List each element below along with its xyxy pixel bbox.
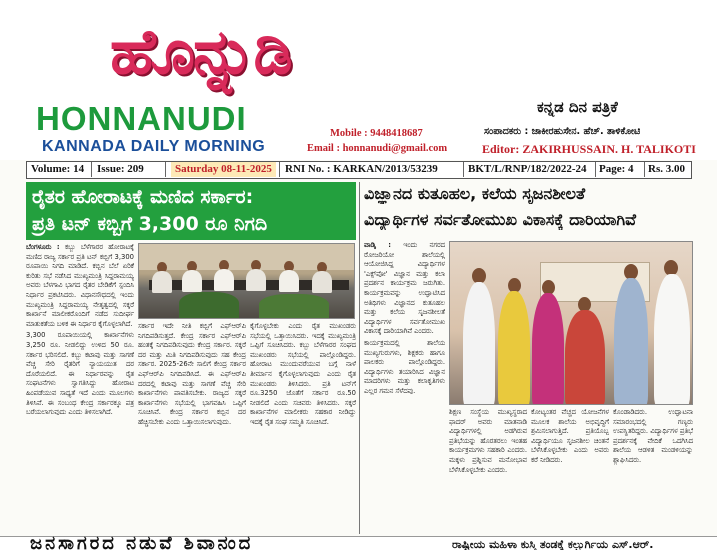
lead-col3-text: ಕೈಗೊಳ್ಳಬೇಕು ಎಂದು ರೈತ ಮುಖಂಡರು ಸಭೆಯಲ್ಲಿ ಒತ್ತಾಯಿಸಿದರು. ಇದಕ್ಕೆ ಮುಖ್ಯಮಂತ್ರಿ ಒಪ್ಪಿಗೆ ಸೂಚಿಸಿದರು. ಕಬ್ಬು ಬೆಳೆಗಾರರ ಸಂಘದ ಮುಖಂಡರು ಸಭೆಯಲ್ಲಿ ಪಾಲ್ಗೊಂಡಿದ್ದರು. ಹೋರಾಟ ಮುಂದುವರೆಯುವ ಬಗ್ಗೆ ನಾಳೆ ತೀರ್ಮಾನ ಕೈಗೊಳ್ಳಲಾಗುವುದು ಎಂದು ರೈತ ಮುಖಂಡರು ತಿಳಿಸಿದರು. ಪ್ರತಿ ಟನ್‌ಗೆ ರೂ.3250 ಜೊತೆಗೆ ಸರ್ಕಾರ ರೂ.50 ನೀಡಲಿದೆ ಎಂದು ಸಚಿವರು ತಿಳಿಸಿದರು. ಸಕ್ಕರೆ ಕಾರ್ಖಾನೆಗಳ ಮಾಲೀಕರು ಸಹಕಾರ ನೀಡಿದ್ದು ಇದಕ್ಕೆ ರೈತ ಸಂಘ ಸಮ್ಮತಿ ಸೂಚಿಸಿದೆ. xyxy=(250,322,356,426)
lead-col1b-text: 3,300 ರೂಪಾಯಿಯಲ್ಲಿ ಕಾರ್ಖಾನೆಗಳು 3,250 ರೂ. ನೀಡಲಿದ್ದು ಉಳಿದ 50 ರೂ. ಸರ್ಕಾರ ಭರಿಸಲಿದೆ. ಕಬ್ಬು ಕಟಾವು ಮತ್ತು ಸಾಗಣೆ ವೆಚ್ಚ ಸೇರಿ ರೈತರಿಗೆ ನ್ಯಾಯಯುತ ದರ ದೊರೆಯಲಿದೆ. ಈ ನಿರ್ಧಾರವನ್ನು ರೈತ ಸಂಘಟನೆಗಳು ಸ್ವಾಗತಿಸಿದ್ದು ಹೋರಾಟ ಹಿಂಪಡೆಯುವ ಸಾಧ್ಯತೆ ಇದೆ ಎಂದು ಮೂಲಗಳು ತಿಳಿಸಿವೆ. ಈ ಸಂಬಂಧ ಕೇಂದ್ರ ಸರ್ಕಾರಕ್ಕೂ ಪತ್ರ ಬರೆಯಲಾಗುವುದು ಎಂದು ತಿಳಿಸಲಾಗಿದೆ. xyxy=(26,331,134,417)
lead-col1-text: ಕಬ್ಬು ಬೆಳೆಗಾರರ ಹೋರಾಟಕ್ಕೆ ಮಣಿದ ರಾಜ್ಯ ಸರ್ಕಾರ ಪ್ರತಿ ಟನ್ ಕಬ್ಬಿಗೆ 3,300 ರೂಪಾಯಿ ನಿಗದಿ ಮಾಡಿದೆ. ಕಬ್ಬಿನ ಬೆಲೆ ಏರಿಕೆ ಕುರಿತು ಸಭೆ ನಡೆಸಿದ ಮುಖ್ಯಮಂತ್ರಿ ಸಿದ್ದರಾಮಯ್ಯ ಅವರು ಬೆಳಗಾವಿ ಭಾಗದ ರೈತರ ಬೇಡಿಕೆಗೆ ಸ್ಪಂದಿಸಿ ನಿರ್ಧಾರ ಪ್ರಕಟಿಸಿದರು. ವಿಧಾನಸೌಧದಲ್ಲಿ ಇಂದು ಮುಖ್ಯಮಂತ್ರಿ ಸಿದ್ದರಾಮಯ್ಯ ನೇತೃತ್ವದಲ್ಲಿ ಸಕ್ಕರೆ ಕಾರ್ಖಾನೆ ಮಾಲೀಕರೊಂದಿಗೆ ನಡೆದ ಸುದೀರ್ಘ ಮಾತುಕತೆಯ ಬಳಿಕ ಈ ನಿರ್ಧಾರ ಕೈಗೊಳ್ಳಲಾಗಿದೆ. xyxy=(26,243,134,328)
second-col2-text: ಶಿಕ್ಷಣ ಸಂಸ್ಥೆಯ ಮುಖ್ಯಸ್ಥರಾದ ಫಾದರ್ ಅವರು ಮಾತನಾಡಿ ವಿದ್ಯಾರ್ಥಿಗಳಲ್ಲಿ ಅಡಗಿರುವ ಪ್ರತಿಭೆಯನ್ನು ಹೊರತರಲು ಇಂತಹ ಕಾರ್ಯಕ್ರಮಗಳು ಸಹಕಾರಿ ಎಂದರು. ಮಕ್ಕಳು ಪ್ರಶ್ನಿಸುವ ಮನೋಭಾವ ಬೆಳೆಸಿಕೊಳ್ಳಬೇಕು ಎಂದರು. xyxy=(449,408,527,474)
issue-info-bar xyxy=(26,161,692,179)
issue-date: Saturday 08-11-2025 xyxy=(171,162,276,177)
second-story-column-1 xyxy=(364,241,445,533)
lead-headline xyxy=(26,182,356,240)
second-dateline: ವಾಡ್ಕಿ : xyxy=(364,241,391,249)
lead-dateline: ಬೆಂಗಳೂರು : xyxy=(26,243,60,251)
second-col1b-text: ಕಾರ್ಯಕ್ರಮದಲ್ಲಿ ಶಾಲೆಯ ಮುಖ್ಯಗುರುಗಳು, ಶಿಕ್ಷಕರು ಹಾಗೂ ಪಾಲಕರು ಪಾಲ್ಗೊಂಡಿದ್ದರು. ವಿದ್ಯಾರ್ಥಿಗಳು ತಯಾರಿಸಿದ ವಿಜ್ಞಾನ ಮಾದರಿಗಳು ಮತ್ತು ಕಲಾಕೃತಿಗಳು ಎಲ್ಲರ ಗಮನ ಸೆಳೆದವು. xyxy=(364,338,445,395)
second-story-column-2 xyxy=(449,408,527,534)
kannada-title: ಹೊನ್ನುಡಿ xyxy=(110,15,291,88)
lead-headline-line1: ರೈತರ ಹೋರಾಟಕ್ಕೆ ಮಣಿದ ಸರ್ಕಾರ: xyxy=(32,186,254,208)
tagline: ಕನ್ನಡ ದಿನ ಪತ್ರಿಕೆ xyxy=(537,98,618,116)
meeting-photo xyxy=(138,243,355,319)
page-number: Page: 4 xyxy=(599,163,634,175)
bottom-headlines xyxy=(0,533,717,550)
second-story-column-3 xyxy=(531,408,609,534)
second-headline-line1: ವಿಜ್ಞಾನದ ಕುತೂಹಲ, ಕಲೆಯ ಸೃಜನಶೀಲತೆ xyxy=(364,184,586,203)
bkt-number: BKT/L/RNP/182/2022-24 xyxy=(468,163,587,175)
issue-number: Issue: 209 xyxy=(97,163,144,175)
contact-email: Email : honnanudi@gmail.com xyxy=(307,143,448,154)
price: Rs. 3.00 xyxy=(648,163,685,175)
newspaper-logo xyxy=(110,2,610,102)
second-headline-line2: ವಿದ್ಯಾರ್ಥಿಗಳ ಸರ್ವತೋಮುಖ ವಿಕಾಸಕ್ಕೆ ದಾರಿಯಾಗಿವೆ xyxy=(364,210,637,229)
editor-english: Editor: ZAKIRHUSSAIN. H. TALIKOTI xyxy=(482,142,696,156)
bottom-right-headline: ರಾಷ್ಟ್ರೀಯ ಮಹಿಳಾ ಕುಸ್ತಿ ತಂಡಕ್ಕೆ ಕಲ್ಬುರ್ಗಿಯ ಎಸ್.ಆರ್. xyxy=(452,538,654,550)
english-title: HONNANUDI xyxy=(36,100,247,137)
lead-story-column-1 xyxy=(26,243,134,533)
lead-col2-text: ಸರ್ಕಾರ ಇದೇ ನೀತಿ ಕಬ್ಬಿಗೆ ಎಫ್ಆರ್‌ಪಿ ನಿಗದಿಪಡಿಸುತ್ತದೆ. ಕೇಂದ್ರ ಸರ್ಕಾರ ಎಫ್ಆರ್‌ಪಿ ಹಂತಕ್ಕೆ ನಿಗದಿಪಡಿಸುವುದು ಕೇಂದ್ರ ಸರ್ಕಾರ. ಸಕ್ಕರೆ ದರ ಮತ್ತು ಮಿತಿ ನಿಗದಿಪಡಿಸುವುದು ಸಹ ಕೇಂದ್ರ ಸರ್ಕಾರ. 2025-26ನೇ ಸಾಲಿಗೆ ಕೇಂದ್ರ ಸರ್ಕಾರ ಎಫ್ಆರ್‌ಪಿ ನಿಗದಿಪಡಿಸಿದೆ. ಈ ಎಫ್ಆರ್‌ಪಿ ದರದಲ್ಲಿ ಕಟಾವು ಮತ್ತು ಸಾಗಣೆ ವೆಚ್ಚ ಸೇರಿ ಕಾರ್ಖಾನೆಗಳು ಪಾವತಿಸಬೇಕು. ರಾಜ್ಯದ ಸಕ್ಕರೆ ಕಾರ್ಖಾನೆಗಳು ಸಭೆಯಲ್ಲಿ ಭಾಗವಹಿಸಿ ಒಪ್ಪಿಗೆ ಸೂಚಿಸಿವೆ. ಕೇಂದ್ರ ಸರ್ಕಾರ ಕಬ್ಬಿನ ದರ ಹೆಚ್ಚಿಸಬೇಕು ಎಂದು ಒತ್ತಾಯಿಸಲಾಗುವುದು. xyxy=(138,322,246,426)
rni-number: RNI No. : KARKAN/2013/53239 xyxy=(285,163,438,175)
masthead xyxy=(0,0,717,160)
lead-story-column-3 xyxy=(250,322,356,534)
volume: Volume: 14 xyxy=(31,163,85,175)
lead-headline-line2: ಪ್ರತಿ ಟನ್ ಕಬ್ಬಿಗೆ 3,300 ರೂ ನಿಗದಿ xyxy=(32,213,268,235)
second-col3-text: ಕೋಟ್ಯಂತರ ವೆಚ್ಚದ ಯೋಜನೆಗಳ ಮೂಲಕ ಶಾಲೆಯ ಅಭಿವೃದ್ಧಿಗೆ ಶ್ರಮಿಸಲಾಗುತ್ತಿದೆ. ಪ್ರತಿಯೊಬ್ಬ ವಿದ್ಯಾರ್ಥಿಯೂ ಸೃಜನಶೀಲ ಚಿಂತನೆ ಬೆಳೆಸಿಕೊಳ್ಳಬೇಕು ಎಂದು ಅವರು ಕರೆ ನೀಡಿದರು. xyxy=(531,408,609,464)
second-col4-text: ಕೊಂಡಾಡಿದರು. ಉದ್ಘಾಟನಾ ಸಮಾರಂಭದಲ್ಲಿ ಗಣ್ಯರು ಉಪಸ್ಥಿತರಿದ್ದರು. ವಿದ್ಯಾರ್ಥಿಗಳ ಪ್ರತಿಭೆ ಪ್ರದರ್ಶನಕ್ಕೆ ವೇದಿಕೆ ಒದಗಿಸಿದ ಶಾಲೆಯ ಆಡಳಿತ ಮಂಡಳಿಯನ್ನು ಶ್ಲಾಘಿಸಿದರು. xyxy=(613,408,693,464)
editor-kannada: ಸಂಪಾದಕರು : ಜಾಕೀರಹುಸೇನ. ಹೆಚ್. ತಾಳಿಕೋಟಿ xyxy=(484,126,641,137)
english-subtitle: KANNADA DAILY MORNING xyxy=(42,138,266,155)
second-story-column-4 xyxy=(613,408,693,534)
school-event-photo xyxy=(449,241,693,405)
lead-story-column-2 xyxy=(138,322,246,534)
bottom-left-headline: ಜನಸಾಗರದ ನಡುವೆ ಶಿವಾನಂದ xyxy=(30,533,254,550)
second-col1-text: ಇಂದು ನಗರದ ರೋಜರಿಯೋ ಶಾಲೆಯಲ್ಲಿ ಆಯೋಜಿಸಿದ್ದ ವಿದ್ಯಾರ್ಥಿಗಳ 'ಎಕ್ಸ್‌ಪೋ' ವಿಜ್ಞಾನ ಮತ್ತು ಕಲಾ ಪ್ರದರ್ಶನ ಕಾರ್ಯಕ್ರಮ ಜರುಗಿತು. ಕಾರ್ಯಕ್ರಮವನ್ನು ಉದ್ಘಾಟಿಸಿದ ಅತಿಥಿಗಳು ವಿಜ್ಞಾನದ ಕುತೂಹಲ ಮತ್ತು ಕಲೆಯ ಸೃಜನಶೀಲತೆ ವಿದ್ಯಾರ್ಥಿಗಳ ಸರ್ವತೋಮುಖ ವಿಕಾಸಕ್ಕೆ ದಾರಿಯಾಗಿವೆ ಎಂದರು. xyxy=(364,241,445,336)
contact-mobile: Mobile : 9448418687 xyxy=(330,128,423,139)
